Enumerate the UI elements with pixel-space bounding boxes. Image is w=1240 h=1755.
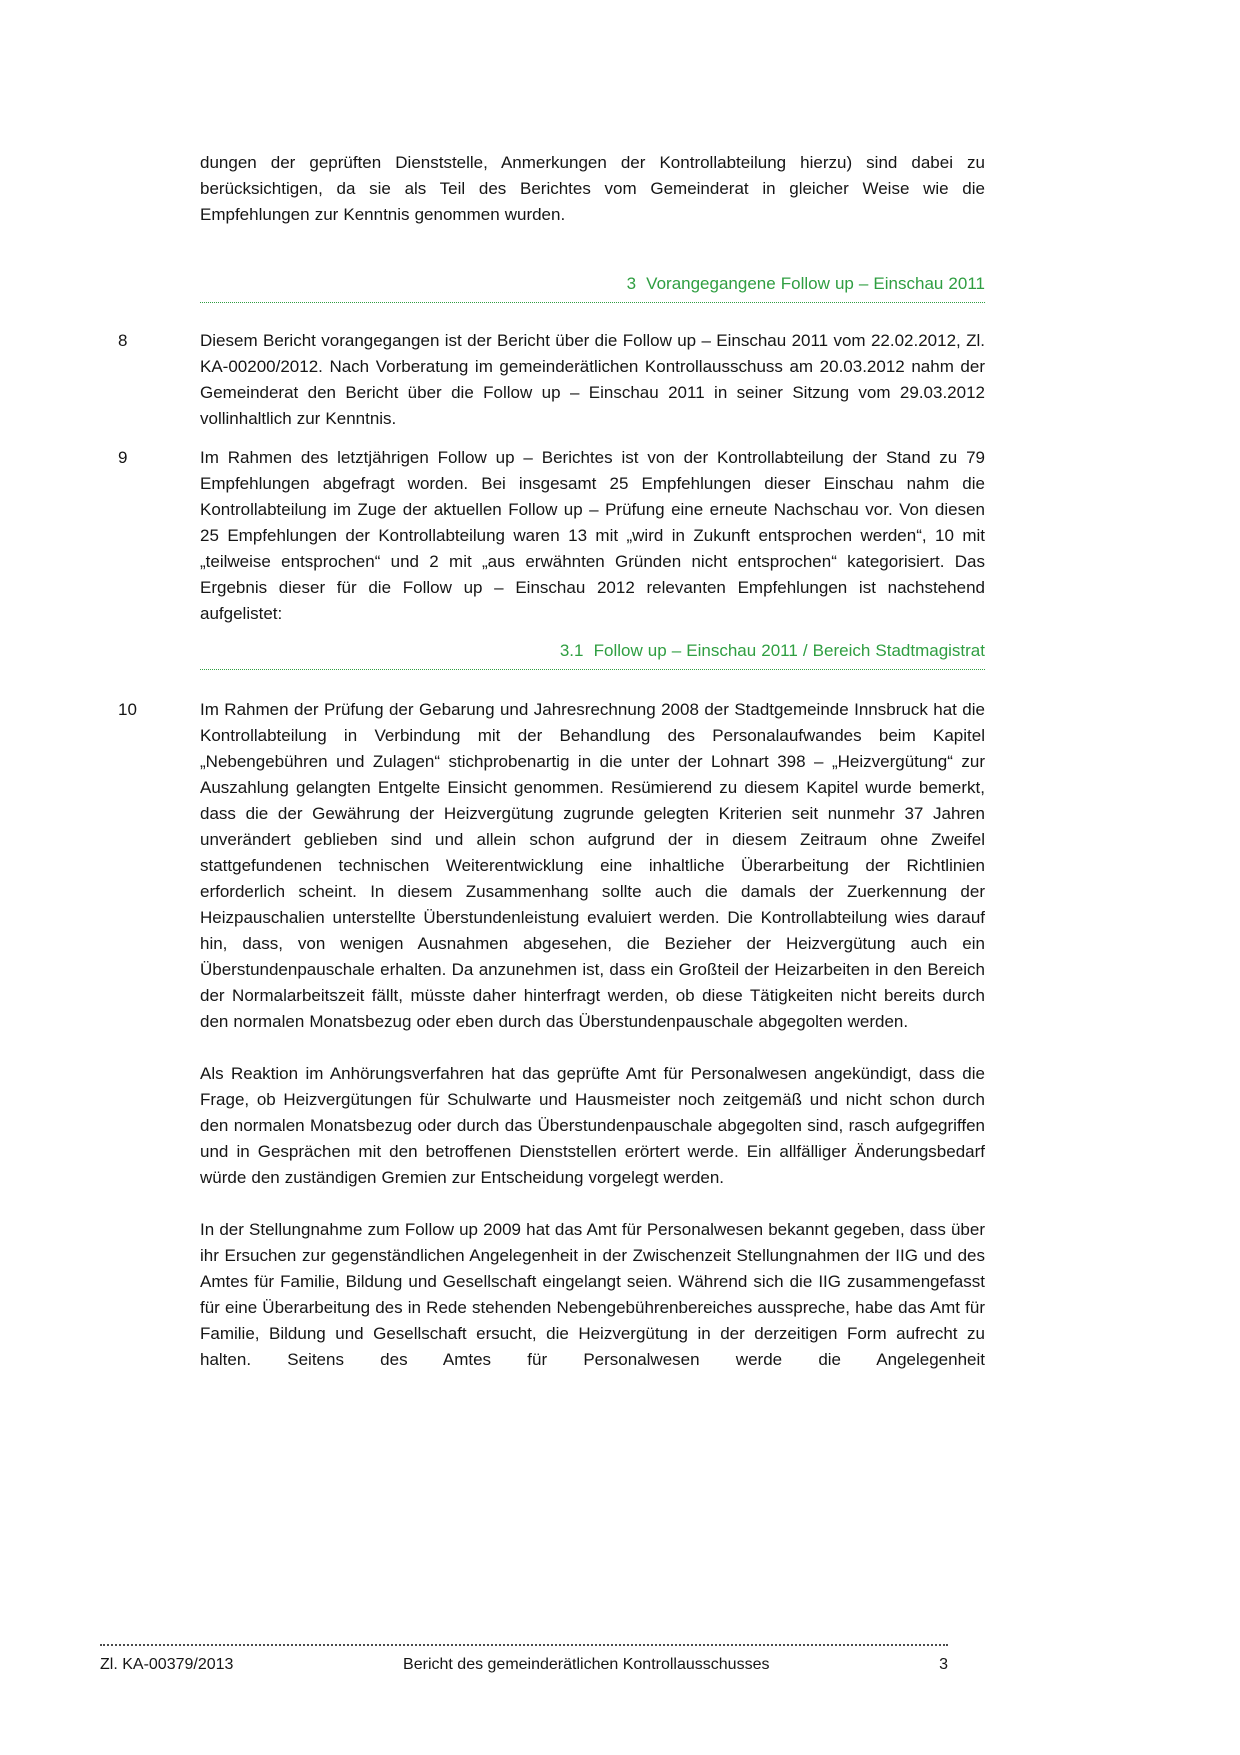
section-3-1-heading-row: [0, 640, 1240, 670]
margin-number: 9: [118, 448, 128, 467]
margin-number: 8: [118, 331, 128, 350]
footer-doc-number: Zl. KA-00379/2013: [100, 1656, 234, 1673]
paragraph-10-row: [0, 697, 1240, 1373]
section-3-heading: 3 Vorangegangene Follow up – Einschau 2011: [200, 273, 985, 303]
paragraph-12-text: In der Stellungnahme zum Follow up 2009 hat das Amt für Personalwesen bekannt gegeben, dass über ihr Ersuchen zur gegenständlichen Angelegenheit in der Zwischenzeit Stellungnahmen der IIG und des Amtes für Familie, Bildung und Gesellschaft eingelangt seien. Während sich die IIG zusammengefasst für eine Überarbeitung des in Rede stehenden Nebengebührenbereiches ausspreche, habe das Amt für Familie, Bildung und Gesellschaft ersucht, die Heizvergütung in der derzeitigen Form aufrecht zu halten. Seitens des Amtes für Personalwesen werde die Angelegenheit: [200, 1220, 985, 1369]
margin-number: 10: [118, 700, 137, 719]
paragraph-9-text: Im Rahmen des letztjährigen Follow up – Berichtes ist von der Kontrollabteilung der Stand zu 79 Empfehlungen abgefragt worden. Bei insgesamt 25 Empfehlungen dieser Einschau nahm die Kontrollabteilung im Zuge der aktuellen Follow up – Prüfung eine erneute Nachschau vor. Von diesen 25 Empfehlungen der Kontrollabteilung waren 13 mit „wird in Zukunft entsprochen werden“, 10 mit „teilweise entsprochen“ und 2 mit „aus erwähnten Gründen nicht entsprochen“ kategorisiert. Das Ergebnis dieser für die Follow up – Einschau 2012 relevanten Empfehlungen ist nachstehend aufgelistet:: [200, 448, 985, 623]
section-3-1-heading: 3.1 Follow up – Einschau 2011 / Bereich Stadtmagistrat: [200, 640, 985, 670]
paragraph-11-text: Als Reaktion im Anhörungsverfahren hat das geprüfte Amt für Personalwesen angekündigt, dass die Frage, ob Heizvergütungen für Schulwarte und Hausmeister noch zeitgemäß und nicht schon durch den normalen Monatsbezug oder durch das Überstundenpauschale abgegolten sind, rasch aufgegriffen und in Gesprächen mit den betroffenen Dienststellen erörtert werde. Ein allfälliger Änderungsbedarf würde den zuständigen Gremien zur Entscheidung vorgelegt werden.: [200, 1064, 985, 1187]
intro-paragraph: dungen der geprüften Dienststelle, Anmerkungen der Kontrollabteilung hierzu) sind dabei zu berücksichtigen, da sie als Teil des Berichtes vom Gemeinderat in gleicher Weise wie die Empfehlungen zur Kenntnis genommen wurden.: [200, 153, 985, 224]
paragraph-8-row: [0, 328, 1240, 432]
paragraph-10-text: Im Rahmen der Prüfung der Gebarung und Jahresrechnung 2008 der Stadtgemeinde Innsbruck hat die Kontrollabteilung in Verbindung mit der Behandlung des Personalaufwandes beim Kapitel „Nebengebühren und Zulagen“ stichprobenartig in die unter der Lohnart 398 – „Heizvergütung“ zur Auszahlung gelangten Entgelte Einsicht genommen. Resümierend zu diesem Kapitel wurde bemerkt, dass die der Gewährung der Heizvergütung zugrunde gelegten Kriterien seit nunmehr 37 Jahren unverändert geblieben sind und allein schon aufgrund der in diesem Zeitraum ohne Zweifel stattgefundenen technischen Weiterentwicklung eine inhaltliche Überarbeitung der Richtlinien erforderlich scheint. In diesem Zusammenhang sollte auch die damals der Zuerkennung der Heizpauschalien unterstellte Überstundenleistung evaluiert werden. Die Kontrollabteilung wies darauf hin, dass, von wenigen Ausnahmen abgesehen, die Bezieher der Heizvergütung auch ein Überstundenpauschale erhalten. Da anzunehmen ist, dass ein Großteil der Heizarbeiten in den Bereich der Normalarbeitszeit fällt, müsste daher hinterfragt werden, ob diese Tätigkeiten nicht bereits durch den normalen Monatsbezug oder eben durch das Überstundenpauschale abgegolten werden.: [200, 700, 985, 1031]
page-footer: [100, 1644, 948, 1675]
footer-page-number: 3: [939, 1656, 948, 1673]
margin-gutter: [0, 150, 200, 228]
intro-paragraph-row: [0, 150, 1240, 228]
section-3-heading-row: [0, 273, 1240, 303]
paragraph-9-row: [0, 445, 1240, 627]
paragraph-8-text: Diesem Bericht vorangegangen ist der Bericht über die Follow up – Einschau 2011 vom 22.02.2012, Zl. KA-00200/2012. Nach Vorberatung im gemeinderätlichen Kontrollausschuss am 20.03.2012 nahm der Gemeinderat den Bericht über die Follow up – Einschau 2011 in seiner Sitzung vom 29.03.2012 vollinhaltlich zur Kenntnis.: [200, 331, 985, 428]
margin-gutter: [0, 640, 200, 670]
footer-title: Bericht des gemeinderätlichen Kontrollausschusses: [403, 1656, 770, 1673]
margin-gutter: [0, 273, 200, 303]
